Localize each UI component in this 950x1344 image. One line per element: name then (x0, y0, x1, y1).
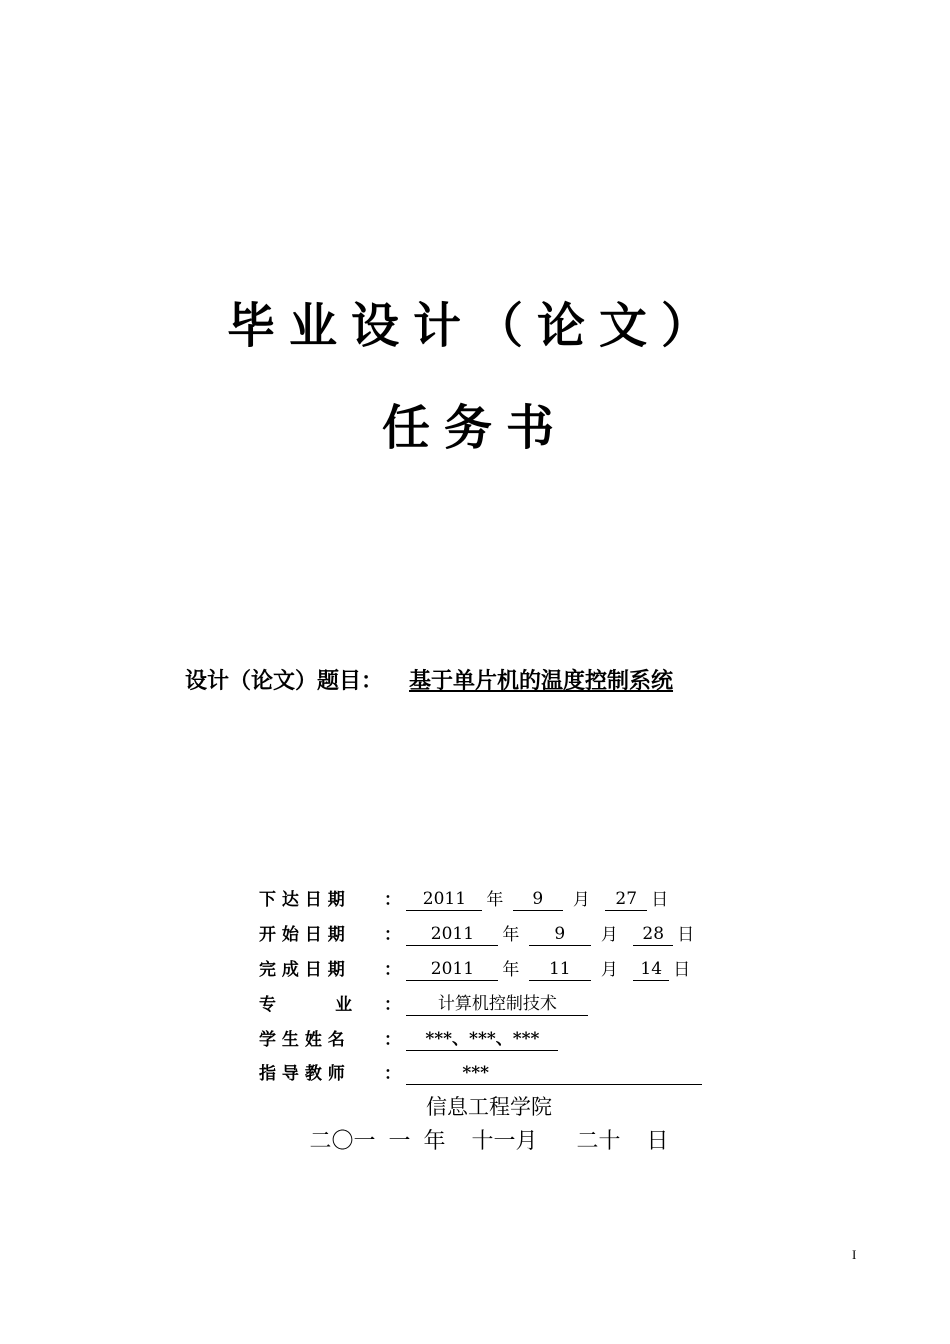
topic-label: 设计（论文）题目： (185, 669, 384, 694)
document-subtitle: 任务书 (381, 400, 568, 456)
colon: ： (384, 960, 401, 980)
issued-day: 27 (605, 888, 647, 911)
finish-year: 2011 (406, 958, 498, 981)
issue-date-chinese: 二〇一 一 年 十一月 二十 日 (309, 1129, 669, 1154)
day-unit: 日 (677, 925, 695, 945)
colon: ： (384, 1064, 401, 1084)
colon: ： (384, 1030, 401, 1050)
colon: ： (384, 925, 401, 945)
year-unit: 年 (486, 890, 504, 910)
issued-year: 2011 (406, 888, 482, 911)
month-unit: 月 (600, 925, 618, 945)
advisor-value-field (406, 1062, 702, 1085)
advisor-value: *** (462, 1063, 490, 1083)
year-unit: 年 (502, 960, 520, 980)
students-label: 学 生 姓 名 (259, 1030, 345, 1050)
month-unit: 月 (600, 960, 618, 980)
start-date-label: 开 始 日 期 (259, 925, 345, 945)
topic-row (185, 666, 673, 698)
issued-date-label: 下 达 日 期 (259, 890, 345, 910)
start-month: 9 (529, 923, 591, 946)
major-label: 专 业 (259, 995, 353, 1015)
start-day: 28 (633, 923, 673, 946)
major-row (259, 993, 588, 1017)
issued-month: 9 (513, 888, 563, 911)
document-title: 毕业设计（论文） (226, 298, 723, 354)
colon: ： (384, 995, 401, 1015)
students-value: ***、***、*** (406, 1028, 558, 1051)
month-unit: 月 (572, 890, 590, 910)
page-number: I (852, 1247, 857, 1262)
students-row (259, 1028, 558, 1052)
day-unit: 日 (673, 960, 691, 980)
start-year: 2011 (406, 923, 498, 946)
issued-date-row (259, 888, 672, 912)
year-unit: 年 (502, 925, 520, 945)
colon: ： (384, 890, 401, 910)
major-value: 计算机控制技术 (406, 993, 588, 1016)
finish-date-row (259, 958, 694, 982)
finish-month: 11 (529, 958, 591, 981)
advisor-label: 指 导 教 师 (259, 1064, 345, 1084)
finish-day: 14 (633, 958, 669, 981)
start-date-row (259, 923, 698, 947)
day-unit: 日 (651, 890, 669, 910)
advisor-row (259, 1062, 702, 1086)
school-name: 信息工程学院 (426, 1095, 552, 1119)
topic-value: 基于单片机的温度控制系统 (409, 669, 674, 694)
finish-date-label: 完 成 日 期 (259, 960, 345, 980)
